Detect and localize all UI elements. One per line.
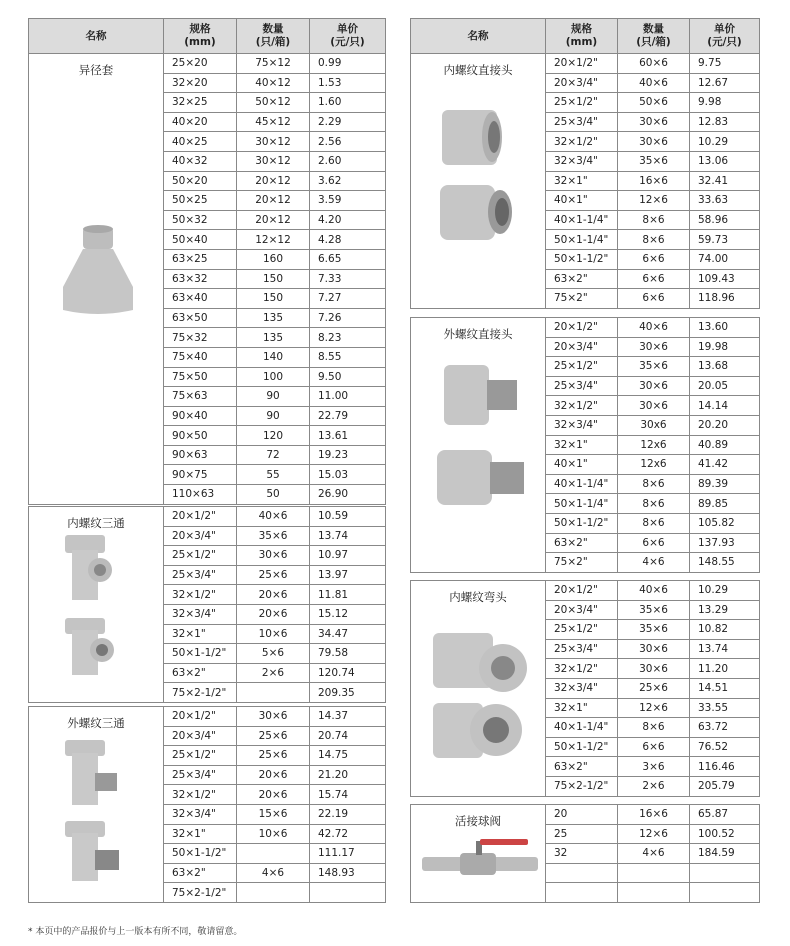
spec-cell: 40×20 (164, 112, 237, 132)
spec-cell: 63×25 (164, 249, 237, 269)
qty-cell: 4×6 (618, 844, 690, 864)
spec-cell: 50×1-1/4" (546, 230, 618, 250)
female-straight-image (432, 100, 522, 250)
qty-cell: 16×6 (618, 171, 690, 191)
spec-cell: 40×1" (546, 455, 618, 475)
price-cell: 2.60 (310, 151, 386, 171)
spec-cell: 90×40 (164, 406, 237, 426)
spec-cell: 25 (546, 824, 618, 844)
qty-cell: 45×12 (237, 112, 310, 132)
spec-cell: 50×40 (164, 230, 237, 250)
spec-cell: 32×1/2" (546, 659, 618, 679)
qty-cell: 6×6 (618, 737, 690, 757)
qty-cell: 100 (237, 367, 310, 387)
price-cell: 8.23 (310, 328, 386, 348)
header-name: 名称 (29, 19, 164, 54)
price-cell: 11.00 (310, 387, 386, 407)
spec-cell: 50×20 (164, 171, 237, 191)
right-header-table (410, 18, 760, 54)
price-cell: 42.72 (310, 824, 386, 844)
price-cell: 20.20 (690, 415, 760, 435)
qty-cell: 30x6 (618, 415, 690, 435)
price-cell: 2.29 (310, 112, 386, 132)
qty-cell (618, 863, 690, 883)
qty-cell: 90 (237, 387, 310, 407)
left-column (28, 18, 385, 54)
qty-cell: 30×12 (237, 151, 310, 171)
price-cell: 12.83 (690, 112, 760, 132)
price-cell: 105.82 (690, 513, 760, 533)
qty-cell: 8×6 (618, 210, 690, 230)
spec-cell: 40×25 (164, 132, 237, 152)
price-cell: 13.29 (690, 600, 760, 620)
qty-cell: 40×6 (618, 318, 690, 338)
qty-cell: 6×6 (618, 289, 690, 309)
price-cell: 15.12 (310, 604, 386, 624)
qty-cell: 3×6 (618, 757, 690, 777)
spec-cell: 75×63 (164, 387, 237, 407)
qty-cell: 55 (237, 465, 310, 485)
price-cell: 13.06 (690, 151, 760, 171)
spec-cell: 25×1/2" (546, 93, 618, 113)
product-name: 活接球阀 (455, 814, 501, 828)
qty-cell: 120 (237, 426, 310, 446)
qty-cell: 50 (237, 485, 310, 505)
spec-cell: 50×25 (164, 191, 237, 211)
spec-cell: 63×40 (164, 289, 237, 309)
qty-cell: 2×6 (237, 663, 310, 683)
price-cell: 4.20 (310, 210, 386, 230)
table-row (411, 318, 760, 338)
price-cell: 76.52 (690, 737, 760, 757)
spec-cell: 90×75 (164, 465, 237, 485)
price-cell: 8.55 (310, 347, 386, 367)
spec-cell: 32×1" (546, 698, 618, 718)
qty-cell: 35×6 (237, 526, 310, 546)
price-cell: 111.17 (310, 844, 386, 864)
spec-cell: 63×50 (164, 308, 237, 328)
spec-cell: 40×1-1/4" (546, 474, 618, 494)
qty-cell: 6×6 (618, 269, 690, 289)
price-cell: 13.68 (690, 357, 760, 377)
qty-cell: 75×12 (237, 54, 310, 74)
spec-cell: 63×2" (546, 533, 618, 553)
price-cell: 7.26 (310, 308, 386, 328)
spec-cell: 32×20 (164, 73, 237, 93)
price-cell: 10.97 (310, 546, 386, 566)
spec-cell: 20×1/2" (164, 707, 237, 727)
spec-cell: 40×1" (546, 191, 618, 211)
qty-cell (237, 844, 310, 864)
spec-cell: 75×2-1/2" (164, 883, 237, 903)
price-cell: 7.27 (310, 289, 386, 309)
price-cell: 26.90 (310, 485, 386, 505)
spec-cell: 75×2-1/2" (546, 776, 618, 796)
spec-cell: 32×1" (164, 824, 237, 844)
price-cell: 59.73 (690, 230, 760, 250)
price-cell: 13.60 (690, 318, 760, 338)
price-cell: 33.55 (690, 698, 760, 718)
price-cell: 12.67 (690, 73, 760, 93)
spec-cell: 63×32 (164, 269, 237, 289)
price-cell: 13.74 (310, 526, 386, 546)
qty-cell: 30×6 (618, 112, 690, 132)
spec-cell: 20×3/4" (164, 526, 237, 546)
price-cell: 9.50 (310, 367, 386, 387)
qty-cell: 60×6 (618, 54, 690, 74)
spec-cell: 90×63 (164, 445, 237, 465)
table-row (411, 581, 760, 601)
spec-cell: 20×3/4" (546, 73, 618, 93)
qty-cell: 8×6 (618, 494, 690, 514)
right-column (410, 18, 759, 54)
spec-cell: 75×40 (164, 347, 237, 367)
price-cell: 89.85 (690, 494, 760, 514)
spec-cell: 75×2" (546, 289, 618, 309)
product-name: 外螺纹三通 (67, 716, 125, 730)
qty-cell: 6×6 (618, 533, 690, 553)
qty-cell: 160 (237, 249, 310, 269)
price-cell: 11.81 (310, 585, 386, 605)
spec-cell: 63×2" (164, 663, 237, 683)
price-cell: 22.79 (310, 406, 386, 426)
price-cell: 137.93 (690, 533, 760, 553)
price-cell: 1.60 (310, 93, 386, 113)
spec-cell: 20×3/4" (164, 726, 237, 746)
qty-cell: 8×6 (618, 513, 690, 533)
spec-cell (546, 883, 618, 903)
ball-valve-image (420, 835, 540, 885)
product-name: 内螺纹直接头 (443, 63, 513, 77)
qty-cell (237, 883, 310, 903)
spec-cell: 50×32 (164, 210, 237, 230)
header-price: 单价 (元/只) (310, 19, 386, 54)
price-cell: 15.74 (310, 785, 386, 805)
qty-cell: 30×6 (618, 132, 690, 152)
spec-cell: 75×32 (164, 328, 237, 348)
qty-cell: 40×12 (237, 73, 310, 93)
qty-cell: 135 (237, 328, 310, 348)
qty-cell: 30×6 (618, 376, 690, 396)
qty-cell: 4×6 (618, 553, 690, 573)
spec-cell: 110×63 (164, 485, 237, 505)
spec-cell: 50×1-1/2" (546, 513, 618, 533)
spec-cell: 40×1-1/4" (546, 210, 618, 230)
spec-cell: 50×1-1/2" (164, 844, 237, 864)
spec-cell: 25×1/2" (546, 620, 618, 640)
spec-cell: 50×1-1/2" (164, 644, 237, 664)
spec-cell: 25×3/4" (546, 376, 618, 396)
qty-cell: 40×6 (618, 581, 690, 601)
price-cell: 21.20 (310, 765, 386, 785)
spec-cell: 32×3/4" (164, 804, 237, 824)
spec-cell: 32×1" (546, 171, 618, 191)
qty-cell: 12×12 (237, 230, 310, 250)
spec-cell: 75×50 (164, 367, 237, 387)
spec-cell: 32×1/2" (164, 585, 237, 605)
product-name: 内螺纹弯头 (449, 590, 507, 604)
qty-cell (237, 683, 310, 703)
price-cell: 100.52 (690, 824, 760, 844)
price-cell: 40.89 (690, 435, 760, 455)
table-row (411, 805, 760, 825)
qty-cell: 72 (237, 445, 310, 465)
qty-cell: 4×6 (237, 863, 310, 883)
spec-cell: 20 (546, 805, 618, 825)
qty-cell: 10×6 (237, 824, 310, 844)
price-cell: 7.33 (310, 269, 386, 289)
qty-cell: 50×6 (618, 93, 690, 113)
spec-cell: 32×3/4" (546, 415, 618, 435)
qty-cell: 140 (237, 347, 310, 367)
qty-cell: 30×6 (237, 546, 310, 566)
qty-cell: 12×6 (618, 191, 690, 211)
price-cell: 2.56 (310, 132, 386, 152)
price-cell: 14.75 (310, 746, 386, 766)
qty-cell: 30×6 (237, 707, 310, 727)
table-row (29, 707, 386, 727)
price-cell: 6.65 (310, 249, 386, 269)
qty-cell: 5×6 (237, 644, 310, 664)
price-cell (690, 863, 760, 883)
spec-cell: 25×20 (164, 54, 237, 74)
price-cell (310, 883, 386, 903)
qty-cell: 15×6 (237, 804, 310, 824)
price-cell: 65.87 (690, 805, 760, 825)
qty-cell: 20×12 (237, 171, 310, 191)
qty-cell: 20×6 (237, 785, 310, 805)
spec-cell: 50×1-1/4" (546, 494, 618, 514)
qty-cell: 40×6 (618, 73, 690, 93)
price-cell: 19.23 (310, 445, 386, 465)
spec-cell: 20×1/2" (546, 581, 618, 601)
qty-cell: 8×6 (618, 474, 690, 494)
price-cell: 10.82 (690, 620, 760, 640)
spec-cell: 20×1/2" (546, 318, 618, 338)
price-cell: 14.37 (310, 707, 386, 727)
spec-cell: 50×1-1/2" (546, 737, 618, 757)
table-row (29, 507, 386, 527)
price-cell (690, 883, 760, 903)
price-cell: 74.00 (690, 249, 760, 269)
qty-cell: 30×6 (618, 639, 690, 659)
product-name: 异径套 (78, 63, 114, 77)
spec-cell: 32×3/4" (164, 604, 237, 624)
male-tee-image (60, 735, 130, 885)
qty-cell: 25×6 (618, 678, 690, 698)
price-cell: 13.61 (310, 426, 386, 446)
product-name: 外螺纹直接头 (443, 327, 513, 341)
qty-cell: 25×6 (237, 746, 310, 766)
price-cell: 22.19 (310, 804, 386, 824)
spec-cell: 25×1/2" (546, 357, 618, 377)
qty-cell: 12x6 (618, 435, 690, 455)
header-spec: 规格 (mm) (546, 19, 618, 54)
price-cell: 184.59 (690, 844, 760, 864)
qty-cell: 150 (237, 269, 310, 289)
qty-cell: 30×6 (618, 396, 690, 416)
price-cell: 89.39 (690, 474, 760, 494)
qty-cell: 135 (237, 308, 310, 328)
qty-cell: 12×6 (618, 698, 690, 718)
spec-cell: 32×1/2" (164, 785, 237, 805)
qty-cell: 16×6 (618, 805, 690, 825)
spec-cell: 25×3/4" (546, 639, 618, 659)
price-cell: 14.14 (690, 396, 760, 416)
qty-cell: 20×6 (237, 585, 310, 605)
price-cell: 0.99 (310, 54, 386, 74)
price-cell: 19.98 (690, 337, 760, 357)
qty-cell: 30×6 (618, 337, 690, 357)
spec-cell: 63×2" (546, 757, 618, 777)
header-price: 单价 (元/只) (690, 19, 760, 54)
qty-cell: 35×6 (618, 151, 690, 171)
price-cell: 32.41 (690, 171, 760, 191)
price-cell: 14.51 (690, 678, 760, 698)
price-cell: 20.74 (310, 726, 386, 746)
price-cell: 9.75 (690, 54, 760, 74)
qty-cell: 20×6 (237, 604, 310, 624)
spec-cell: 20×1/2" (164, 507, 237, 527)
spec-cell: 25×1/2" (164, 546, 237, 566)
table-row (411, 54, 760, 74)
spec-cell: 32×25 (164, 93, 237, 113)
price-cell: 148.55 (690, 553, 760, 573)
qty-cell: 8×6 (618, 230, 690, 250)
qty-cell: 150 (237, 289, 310, 309)
qty-cell: 8×6 (618, 718, 690, 738)
price-cell: 13.97 (310, 565, 386, 585)
spec-cell: 50×1-1/2" (546, 249, 618, 269)
price-cell: 148.93 (310, 863, 386, 883)
qty-cell: 2×6 (618, 776, 690, 796)
spec-cell: 75×2-1/2" (164, 683, 237, 703)
spec-cell: 20×1/2" (546, 54, 618, 74)
spec-cell: 75×2" (546, 553, 618, 573)
spec-cell: 25×3/4" (164, 765, 237, 785)
reducer-image (58, 222, 138, 322)
left-header-table (28, 18, 386, 54)
price-cell: 13.74 (690, 639, 760, 659)
header-qty: 数量 (只/箱) (618, 19, 690, 54)
spec-cell: 63×2" (546, 269, 618, 289)
price-cell: 4.28 (310, 230, 386, 250)
price-cell: 10.29 (690, 132, 760, 152)
price-cell: 20.05 (690, 376, 760, 396)
price-cell: 118.96 (690, 289, 760, 309)
qty-cell: 6×6 (618, 249, 690, 269)
qty-cell: 35×6 (618, 620, 690, 640)
male-straight-image (432, 360, 532, 520)
spec-cell: 32×1/2" (546, 132, 618, 152)
price-cell: 109.43 (690, 269, 760, 289)
price-cell: 116.46 (690, 757, 760, 777)
spec-cell: 32×3/4" (546, 151, 618, 171)
table-row (29, 54, 386, 74)
spec-cell: 25×1/2" (164, 746, 237, 766)
spec-cell: 40×1-1/4" (546, 718, 618, 738)
price-cell: 34.47 (310, 624, 386, 644)
spec-cell: 32×3/4" (546, 678, 618, 698)
qty-cell: 35×6 (618, 357, 690, 377)
price-cell: 10.29 (690, 581, 760, 601)
price-cell: 41.42 (690, 455, 760, 475)
qty-cell: 20×6 (237, 765, 310, 785)
spec-cell: 25×3/4" (546, 112, 618, 132)
price-cell: 10.59 (310, 507, 386, 527)
qty-cell: 25×6 (237, 726, 310, 746)
header-spec: 规格 (mm) (164, 19, 237, 54)
spec-cell: 20×3/4" (546, 337, 618, 357)
price-cell: 15.03 (310, 465, 386, 485)
spec-cell: 32×1" (546, 435, 618, 455)
price-cell: 120.74 (310, 663, 386, 683)
qty-cell: 35×6 (618, 600, 690, 620)
qty-cell: 40×6 (237, 507, 310, 527)
spec-cell: 40×32 (164, 151, 237, 171)
spec-cell: 32 (546, 844, 618, 864)
spec-cell: 90×50 (164, 426, 237, 446)
qty-cell: 12×6 (618, 824, 690, 844)
qty-cell: 12x6 (618, 455, 690, 475)
female-tee-image (60, 530, 130, 680)
qty-cell: 25×6 (237, 565, 310, 585)
qty-cell: 30×12 (237, 132, 310, 152)
spec-cell: 32×1/2" (546, 396, 618, 416)
price-cell: 3.62 (310, 171, 386, 191)
spec-cell: 20×3/4" (546, 600, 618, 620)
price-cell: 9.98 (690, 93, 760, 113)
price-cell: 1.53 (310, 73, 386, 93)
qty-cell: 10×6 (237, 624, 310, 644)
price-cell: 58.96 (690, 210, 760, 230)
footnote: * 本页中的产品报价与上一版本有所不同，敬请留意。 (28, 927, 243, 937)
price-cell: 3.59 (310, 191, 386, 211)
price-cell: 209.35 (310, 683, 386, 703)
qty-cell (618, 883, 690, 903)
qty-cell: 30×6 (618, 659, 690, 679)
female-elbow-image (428, 628, 538, 763)
spec-cell: 32×1" (164, 624, 237, 644)
qty-cell: 20×12 (237, 210, 310, 230)
qty-cell: 50×12 (237, 93, 310, 113)
price-cell: 205.79 (690, 776, 760, 796)
price-cell: 11.20 (690, 659, 760, 679)
spec-cell (546, 863, 618, 883)
price-cell: 63.72 (690, 718, 760, 738)
price-cell: 79.58 (310, 644, 386, 664)
product-name: 内螺纹三通 (67, 516, 125, 530)
qty-cell: 20×12 (237, 191, 310, 211)
spec-cell: 25×3/4" (164, 565, 237, 585)
header-name: 名称 (411, 19, 546, 54)
qty-cell: 90 (237, 406, 310, 426)
spec-cell: 63×2" (164, 863, 237, 883)
header-qty: 数量 (只/箱) (237, 19, 310, 54)
price-cell: 33.63 (690, 191, 760, 211)
